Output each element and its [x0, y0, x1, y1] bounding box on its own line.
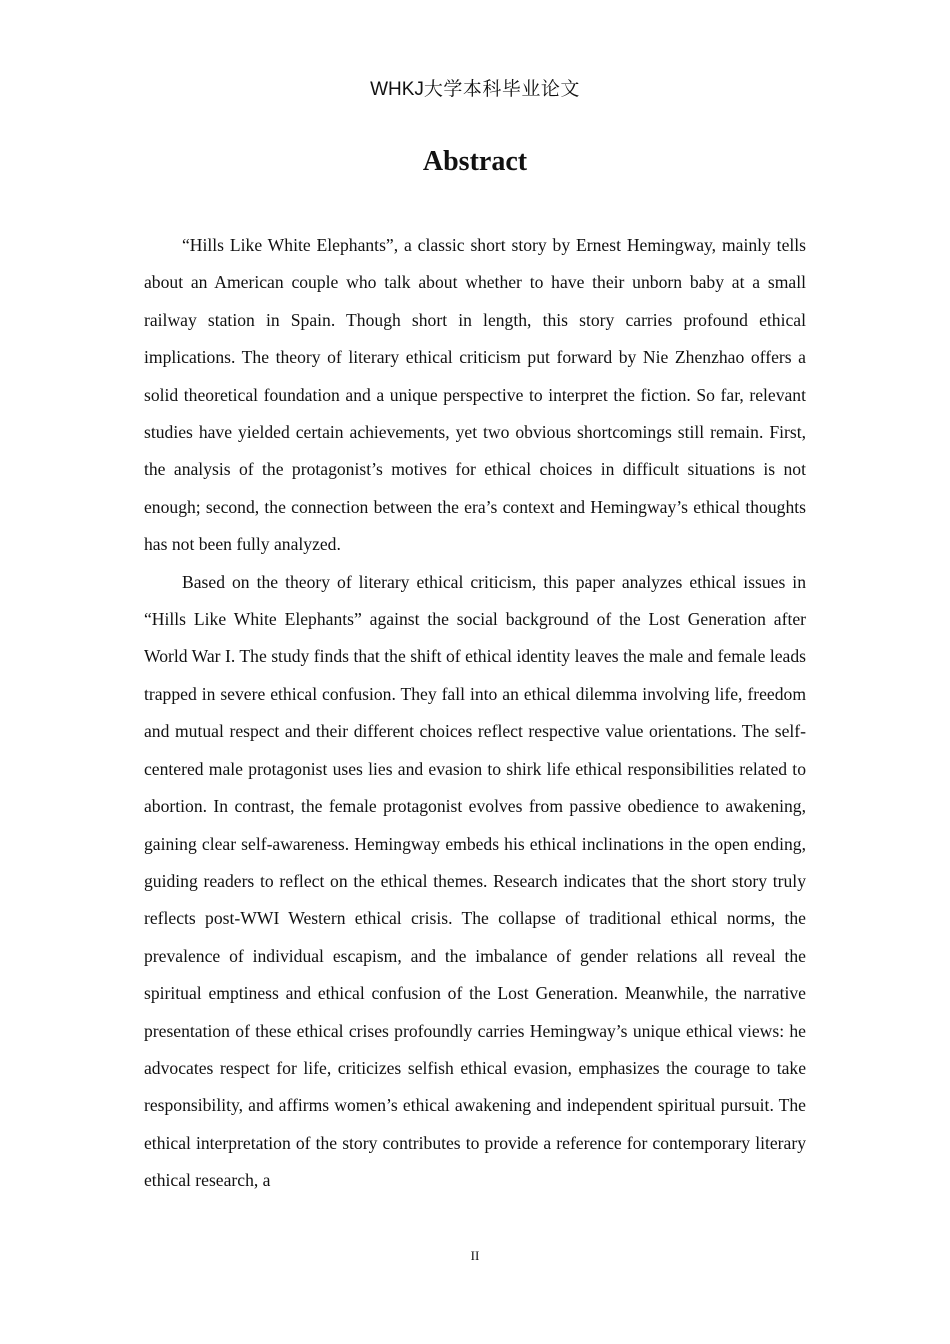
page-number: II: [470, 1248, 480, 1263]
abstract-paragraph-2: Based on the theory of literary ethical criticism, this paper analyzes ethical issues in “Hills Like White Elephants” against the social background of the Lost Generation after World War I. The study finds that the shift of ethical identity leaves the male and female leads trapped in severe ethical confusion. They fall into an ethical dilemma involving life, freedom and mutual respect and their different choices reflect respective value orientations. The self-centered male protagonist uses lies and evasion to shirk life ethical responsibilities related to abortion. In contrast, the female protagonist evolves from passive obedience to awakening, gaining clear self-awareness. Hemingway embeds his ethical inclinations in the open ending, guiding readers to reflect on the ethical themes. Research indicates that the short story truly reflects post-WWI Western ethical crisis. The collapse of traditional ethical norms, the prevalence of individual escapism, and the imbalance of gender relations all reveal the spiritual emptiness and ethical confusion of the Lost Generation. Meanwhile, the narrative presentation of these ethical crises profoundly carries Hemingway’s unique ethical views: he advocates respect for life, criticizes selfish ethical evasion, emphasizes the courage to take responsibility, and affirms women’s ethical awakening and independent spiritual pursuit. The ethical interpretation of the story contributes to provide a reference for contemporary literary ethical research, a: [144, 571, 806, 1191]
page-title: Abstract: [422, 146, 528, 177]
abstract-paragraph-1: “Hills Like White Elephants”, a classic short story by Ernest Hemingway, mainly tells about an American couple who talk about whether to have their unborn baby at a small railway station in Spain. Though short in length, this story carries profound ethical implications. The theory of literary ethical criticism put forward by Nie Zhenzhao offers a solid theoretical foundation and a unique perspective to interpret the fiction. So far, relevant studies have yielded certain achievements, yet two obvious shortcomings still remain. First, the analysis of the protagonist’s motives for ethical choices in difficult situations is not enough; second, the connection between the era’s context and Hemingway’s ethical thoughts has not been fully analyzed.: [144, 235, 806, 555]
abstract-body: [144, 227, 806, 1200]
running-header: [0, 74, 950, 101]
running-header-latin: WHKJ: [370, 79, 424, 100]
running-header-cjk: 大学本科毕业论文: [423, 78, 580, 100]
